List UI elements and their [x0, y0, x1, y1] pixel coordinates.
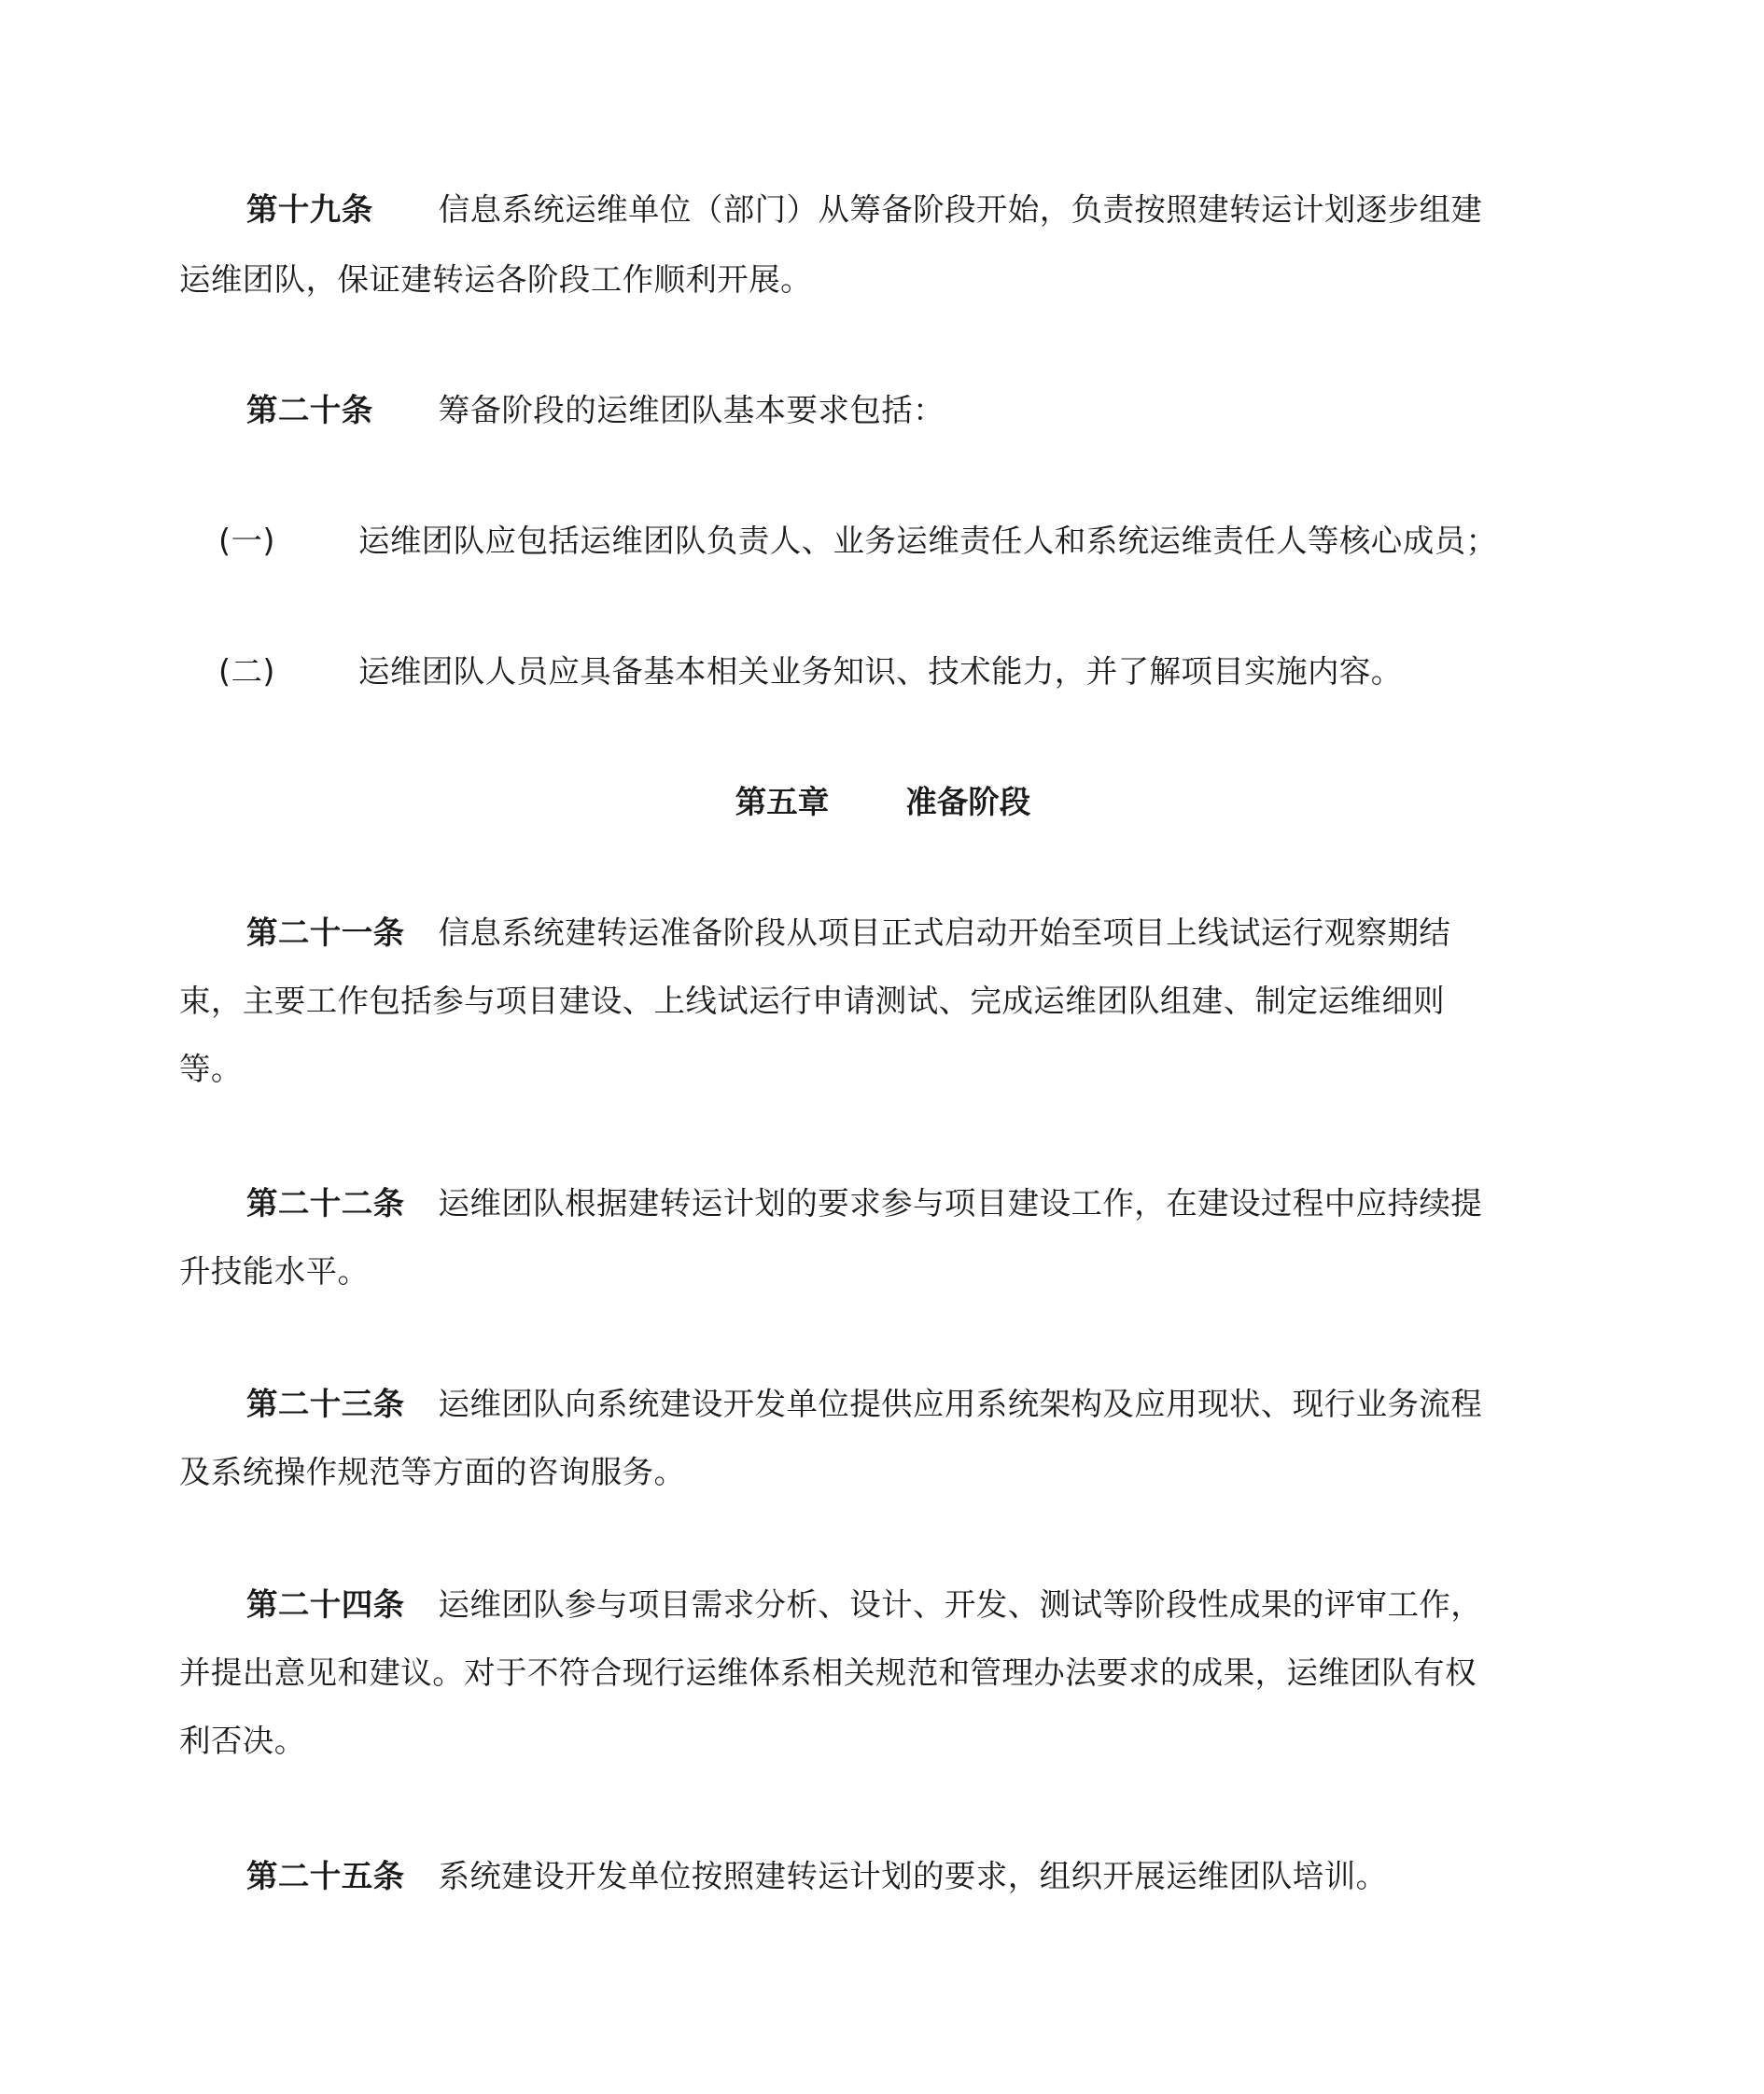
chapter-heading — [179, 784, 1587, 821]
article-19-label: 第十九条 — [246, 191, 373, 228]
article-21-text: 信息系统建转运准备阶段从项目正式启动开始至项目上线试运行观察期结 — [438, 914, 1451, 951]
list-item-text: 运维团队应包括运维团队负责人、业务运维责任人和系统运维责任人等核心成员； — [358, 523, 1498, 559]
article-20-line-1 — [246, 392, 945, 429]
article-24-line-3: 利否决。 — [179, 1723, 306, 1759]
article-23-label: 第二十三条 — [246, 1386, 405, 1422]
chapter-title: 准备阶段 — [905, 784, 1031, 820]
article-21-line-1 — [246, 914, 1450, 952]
article-25-line-1 — [246, 1858, 1388, 1895]
article-22-text: 运维团队根据建转运计划的要求参与项目建设工作，在建设过程中应持续提 — [438, 1185, 1483, 1222]
article-19-text: 信息系统运维单位（部门）从筹备阶段开始，负责按照建转运计划逐步组建 — [438, 191, 1483, 228]
article-23-line-2: 及系统操作规范等方面的咨询服务。 — [179, 1454, 686, 1490]
article-20-label: 第二十条 — [246, 392, 373, 428]
chapter-number: 第五章 — [735, 784, 830, 820]
article-21-label: 第二十一条 — [246, 914, 405, 951]
article-21-line-2: 束，主要工作包括参与项目建设、上线试运行申请测试、完成运维团队组建、制定运维细则 — [179, 983, 1445, 1019]
article-24-line-1 — [246, 1586, 1482, 1624]
article-25-label: 第二十五条 — [246, 1858, 405, 1894]
article-22-line-1 — [246, 1185, 1482, 1222]
article-24-line-2: 并提出意见和建议。对于不符合现行运维体系相关规范和管理办法要求的成果，运维团队有权 — [179, 1654, 1477, 1691]
article-23-line-1 — [246, 1386, 1482, 1423]
article-20-text: 筹备阶段的运维团队基本要求包括： — [438, 392, 945, 428]
article-24-label: 第二十四条 — [246, 1586, 405, 1623]
article-19-line-1 — [246, 191, 1482, 229]
article-22-line-2: 升技能水平。 — [179, 1253, 370, 1290]
article-22-label: 第二十二条 — [246, 1185, 405, 1222]
list-item-text: 运维团队人员应具备基本相关业务知识、技术能力，并了解项目实施内容。 — [358, 653, 1403, 690]
article-19-line-2: 运维团队，保证建转运各阶段工作顺利开展。 — [179, 261, 812, 298]
article-25-text: 系统建设开发单位按照建转运计划的要求，组织开展运维团队培训。 — [438, 1858, 1388, 1894]
article-21-line-3: 等。 — [179, 1051, 243, 1087]
article-23-text: 运维团队向系统建设开发单位提供应用系统架构及应用现状、现行业务流程 — [438, 1386, 1483, 1422]
list-item-number: (一) — [218, 523, 275, 559]
list-item-number: (二) — [218, 653, 275, 690]
article-24-text: 运维团队参与项目需求分析、设计、开发、测试等阶段性成果的评审工作， — [438, 1586, 1483, 1623]
